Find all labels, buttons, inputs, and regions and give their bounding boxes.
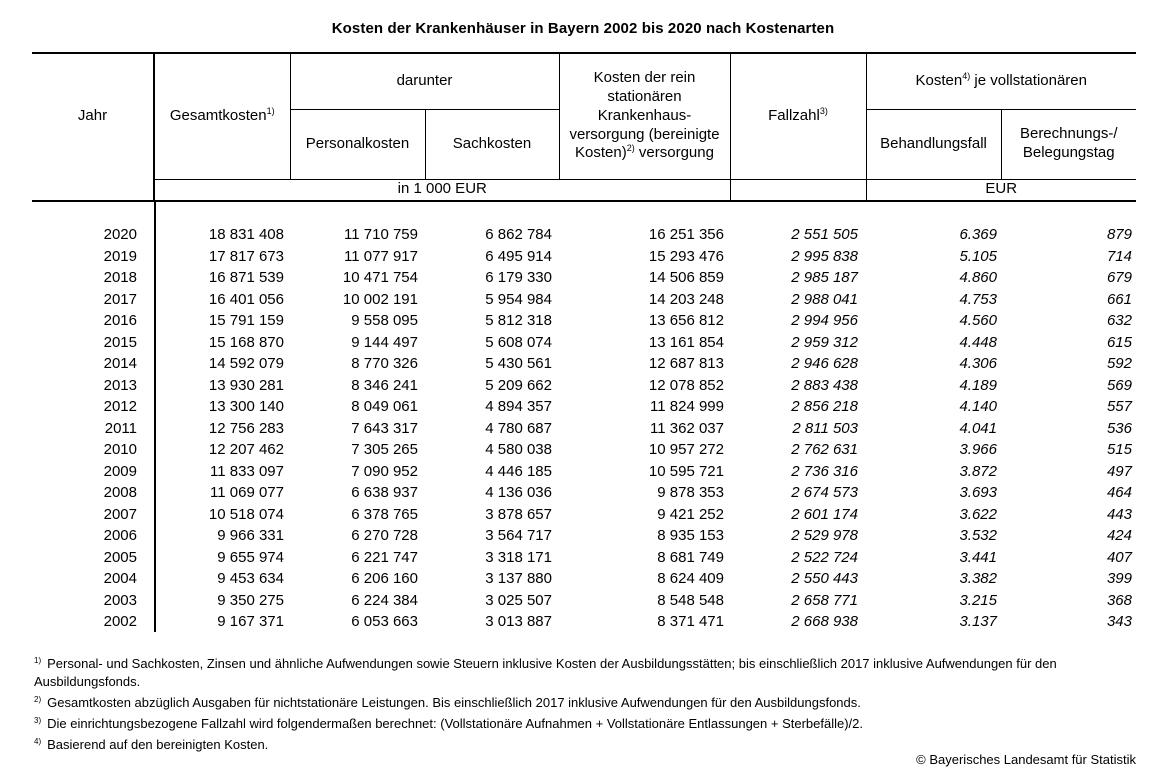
table-row: [32, 353, 1136, 375]
cell-bereinigt: 8 624 409: [657, 570, 724, 587]
cell-tag: 497: [1106, 462, 1132, 480]
cell-jahr: 2008: [103, 484, 137, 501]
cell-tag: 569: [1106, 376, 1132, 394]
cell-tag: 879: [1106, 226, 1132, 243]
cell-bereinigt: 12 687 813: [648, 355, 724, 372]
cell-tag: 557: [1106, 398, 1132, 415]
cell-jahr: 2019: [103, 247, 137, 265]
footnote-mark: 1): [34, 656, 42, 665]
unit-eur-thousand: in 1 000 EUR: [154, 179, 730, 201]
cell-behandlung: 4.753: [959, 290, 997, 308]
table-row: [32, 482, 1136, 504]
unit-eur: EUR: [866, 179, 1136, 201]
cell-tag: 464: [1106, 484, 1132, 501]
cell-jahr: 2009: [103, 462, 137, 480]
table-body: [32, 224, 1136, 633]
cell-tag: 399: [1106, 570, 1132, 587]
cell-tag: 407: [1106, 548, 1132, 566]
cell-behandlung: 3.966: [959, 441, 997, 458]
cell-bereinigt: 8 681 749: [657, 548, 724, 566]
cell-personal: 9 144 497: [351, 333, 418, 351]
cell-fallzahl: 2 988 041: [791, 290, 858, 308]
cell-fallzahl: 2 883 438: [791, 376, 858, 394]
cell-fallzahl: 2 529 978: [791, 527, 858, 544]
cell-gesamt: 14 592 079: [208, 355, 284, 372]
cell-jahr: 2002: [103, 613, 137, 630]
table-row: [32, 568, 1136, 590]
cell-behandlung: 5.105: [959, 247, 997, 265]
cell-behandlung: 4.189: [959, 376, 997, 394]
cell-gesamt: 13 300 140: [208, 398, 284, 415]
header-fallzahl: Fallzahl$^{3)}$: [730, 53, 866, 179]
cell-sach: 6 495 914: [485, 247, 552, 265]
cell-sach: 5 812 318: [485, 312, 552, 329]
header-kosten-je: Kosten$^{4)}$ je vollstationären: [866, 53, 1136, 109]
cell-jahr: 2011: [104, 419, 137, 437]
cell-bereinigt: 16 251 356: [648, 226, 724, 243]
cell-sach: 5 608 074: [485, 333, 552, 351]
cell-bereinigt: 8 935 153: [657, 527, 724, 544]
cell-gesamt: 9 453 634: [217, 570, 284, 587]
cell-jahr: 2004: [103, 570, 137, 587]
cell-bereinigt: 10 595 721: [648, 462, 724, 480]
footnote: [34, 715, 1144, 733]
cell-jahr: 2005: [103, 548, 137, 566]
cell-gesamt: 15 168 870: [208, 333, 284, 351]
cell-behandlung: 3.872: [959, 462, 997, 480]
cell-personal: 7 305 265: [351, 441, 418, 458]
cell-bereinigt: 13 656 812: [648, 312, 724, 329]
cell-sach: 3 318 171: [485, 548, 552, 566]
cell-gesamt: 12 207 462: [208, 441, 284, 458]
cell-fallzahl: 2 946 628: [791, 355, 858, 372]
cell-tag: 661: [1106, 290, 1132, 308]
cell-fallzahl: 2 674 573: [791, 484, 858, 501]
cell-sach: 4 580 038: [485, 441, 552, 458]
table-row: [32, 267, 1136, 289]
cell-behandlung: 6.369: [959, 226, 997, 243]
table-header: [32, 52, 1136, 202]
table-row: [32, 504, 1136, 526]
cell-gesamt: 16 401 056: [208, 290, 284, 308]
cell-sach: 3 025 507: [485, 591, 552, 609]
cell-fallzahl: 2 811 503: [792, 419, 858, 437]
cell-gesamt: 12 756 283: [208, 419, 284, 437]
cell-personal: 8 346 241: [351, 376, 418, 394]
cell-behandlung: 4.448: [959, 333, 997, 351]
table-row: [32, 611, 1136, 633]
table-row: [32, 224, 1136, 246]
table-row: [32, 418, 1136, 440]
cell-tag: 424: [1106, 527, 1132, 544]
cell-jahr: 2015: [103, 333, 137, 351]
cell-bereinigt: 14 506 859: [648, 269, 724, 286]
cell-behandlung: 4.140: [959, 398, 997, 415]
cell-fallzahl: 2 658 771: [791, 591, 858, 609]
table-row: [32, 375, 1136, 397]
copyright: © Bayerisches Landesamt für Statistik: [916, 752, 1136, 767]
cell-sach: 4 780 687: [485, 419, 552, 437]
cell-personal: 8 049 061: [351, 398, 418, 415]
cell-sach: 5 954 984: [485, 290, 552, 308]
header-behandlungsfall: Behandlungsfall: [866, 109, 1001, 179]
cell-sach: 3 878 657: [485, 505, 552, 523]
header-personalkosten: Personalkosten: [290, 109, 425, 179]
cell-personal: 8 770 326: [351, 355, 418, 372]
cell-personal: 6 206 160: [351, 570, 418, 587]
cell-behandlung: 3.215: [959, 591, 997, 609]
cell-gesamt: 9 655 974: [217, 548, 284, 566]
table-row: [32, 590, 1136, 612]
footnote-mark: 3): [34, 716, 42, 725]
cell-bereinigt: 12 078 852: [648, 376, 724, 394]
cell-jahr: 2017: [103, 290, 137, 308]
table-row: [32, 246, 1136, 268]
cell-fallzahl: 2 550 443: [791, 570, 858, 587]
cell-jahr: 2006: [103, 527, 137, 544]
cell-behandlung: 3.622: [959, 505, 997, 523]
cell-sach: 3 564 717: [485, 527, 552, 544]
cell-jahr: 2014: [103, 355, 137, 372]
footnote-mark: 4): [34, 737, 42, 746]
cell-behandlung: 3.137: [959, 613, 997, 630]
cell-bereinigt: 15 293 476: [648, 247, 724, 265]
footnote: [34, 694, 1144, 712]
cell-behandlung: 4.306: [959, 355, 997, 372]
cell-behandlung: 3.693: [959, 484, 997, 501]
table-row: [32, 461, 1136, 483]
cell-bereinigt: 14 203 248: [648, 290, 724, 308]
cell-tag: 632: [1106, 312, 1132, 329]
footnotes: [34, 655, 1144, 757]
cell-tag: 592: [1106, 355, 1132, 372]
cell-bereinigt: 11 362 037: [650, 419, 724, 437]
cell-fallzahl: 2 959 312: [791, 333, 858, 351]
cell-behandlung: 3.441: [959, 548, 997, 566]
cell-personal: 11 077 917: [344, 247, 418, 265]
cell-behandlung: 3.532: [959, 527, 997, 544]
cell-bereinigt: 8 548 548: [657, 591, 724, 609]
table-row: [32, 439, 1136, 461]
cell-gesamt: 9 167 371: [217, 613, 284, 630]
cell-gesamt: 10 518 074: [208, 505, 284, 523]
table-row: [32, 289, 1136, 311]
cell-personal: 6 053 663: [351, 613, 418, 630]
footnote-text: Gesamtkosten abzüglich Ausgaben für nichtstationäre Leistungen. Bis einschließlich 2017 inklusive Aufwendungen für den Ausbildungsfonds.: [47, 695, 861, 710]
cell-fallzahl: 2 601 174: [791, 505, 858, 523]
cell-personal: 7 643 317: [351, 419, 418, 437]
table-row: [32, 310, 1136, 332]
cell-behandlung: 4.860: [959, 269, 997, 286]
cell-jahr: 2020: [103, 226, 137, 243]
cell-fallzahl: 2 551 505: [791, 226, 858, 243]
cell-tag: 515: [1106, 441, 1132, 458]
cell-gesamt: 11 833 097: [210, 462, 284, 480]
cell-sach: 3 137 880: [485, 570, 552, 587]
cell-sach: 5 430 561: [485, 355, 552, 372]
cell-sach: 6 179 330: [485, 269, 552, 286]
cell-gesamt: 9 350 275: [217, 591, 284, 609]
header-gesamtkosten: Gesamtkosten$^{1)}$: [154, 53, 290, 179]
table-row: [32, 525, 1136, 547]
cell-bereinigt: 10 957 272: [648, 441, 724, 458]
cell-sach: 4 446 185: [485, 462, 552, 480]
cell-tag: 679: [1106, 269, 1132, 286]
cell-personal: 9 558 095: [351, 312, 418, 329]
table-row: [32, 332, 1136, 354]
cell-personal: 10 002 191: [342, 290, 418, 308]
cell-gesamt: 13 930 281: [208, 376, 284, 394]
cell-tag: 615: [1106, 333, 1132, 351]
cell-personal: 6 270 728: [351, 527, 418, 544]
cell-gesamt: 18 831 408: [208, 226, 284, 243]
cell-tag: 443: [1106, 505, 1132, 523]
cell-bereinigt: 11 824 999: [650, 398, 724, 415]
cell-sach: 4 894 357: [485, 398, 552, 415]
cell-jahr: 2012: [103, 398, 137, 415]
cell-fallzahl: 2 994 956: [791, 312, 858, 329]
cell-behandlung: 4.041: [959, 419, 997, 437]
cell-tag: 536: [1106, 419, 1132, 437]
cell-fallzahl: 2 856 218: [791, 398, 858, 415]
cell-personal: 6 378 765: [351, 505, 418, 523]
header-darunter: darunter: [290, 53, 559, 109]
cell-personal: 6 224 384: [351, 591, 418, 609]
cell-gesamt: 11 069 077: [210, 484, 284, 501]
cell-fallzahl: 2 995 838: [791, 247, 858, 265]
table-row: [32, 547, 1136, 569]
cell-jahr: 2010: [103, 441, 137, 458]
cell-gesamt: 9 966 331: [217, 527, 284, 544]
footnote-text: Personal- und Sachkosten, Zinsen und ähnliche Aufwendungen sowie Steuern inklusive Kosten der Ausbildungsstätten; bis einschließlich 2017 inklusive Aufwendungen für den Ausbildungsfonds.: [34, 656, 1057, 689]
cell-fallzahl: 2 985 187: [791, 269, 858, 286]
cell-bereinigt: 8 371 471: [657, 613, 724, 630]
footnote-mark: 2): [34, 695, 42, 704]
cell-jahr: 2003: [103, 591, 137, 609]
header-berechnungstag: Berechnungs-/ Belegungstag: [1001, 109, 1136, 179]
cell-bereinigt: 13 161 854: [648, 333, 724, 351]
cell-personal: 11 710 759: [344, 226, 418, 243]
header-jahr: Jahr: [32, 53, 154, 179]
header-sachkosten: Sachkosten: [425, 109, 559, 179]
cell-fallzahl: 2 762 631: [791, 441, 858, 458]
table-row: [32, 396, 1136, 418]
cell-bereinigt: 9 878 353: [657, 484, 724, 501]
cell-jahr: 2018: [103, 269, 137, 286]
cell-fallzahl: 2 522 724: [791, 548, 858, 566]
cell-sach: 5 209 662: [485, 376, 552, 394]
cell-bereinigt: 9 421 252: [657, 505, 724, 523]
cell-sach: 3 013 887: [485, 613, 552, 630]
cell-jahr: 2013: [103, 376, 137, 394]
cell-fallzahl: 2 668 938: [791, 613, 858, 630]
cell-jahr: 2007: [103, 505, 137, 523]
footnote-text: Die einrichtungsbezogene Fallzahl wird folgendermaßen berechnet: (Vollstationäre Aufnahmen + Vollstationäre Entlassungen + Sterbefälle)/2.: [47, 716, 864, 731]
cell-gesamt: 16 871 539: [208, 269, 284, 286]
cell-fallzahl: 2 736 316: [791, 462, 858, 480]
cell-personal: 6 221 747: [351, 548, 418, 566]
header-bereinigte-kosten: Kosten der rein stationären Krankenhaus-versorgung (bereinigte Kosten)$^{2)}$ versorgung: [559, 53, 730, 179]
cell-behandlung: 3.382: [959, 570, 997, 587]
page-title: Kosten der Krankenhäuser in Bayern 2002 bis 2020 nach Kostenarten: [331, 20, 835, 37]
cell-gesamt: 15 791 159: [208, 312, 284, 329]
cell-personal: 6 638 937: [351, 484, 418, 501]
cell-personal: 7 090 952: [351, 462, 418, 480]
cell-behandlung: 4.560: [959, 312, 997, 329]
cell-gesamt: 17 817 673: [208, 247, 284, 265]
footnote: [34, 655, 1144, 691]
cell-tag: 343: [1106, 613, 1132, 630]
cell-tag: 368: [1106, 591, 1132, 609]
cell-jahr: 2016: [103, 312, 137, 329]
footnote-text: Basierend auf den bereinigten Kosten.: [47, 737, 269, 752]
cell-sach: 4 136 036: [485, 484, 552, 501]
cell-personal: 10 471 754: [342, 269, 418, 286]
cell-tag: 714: [1106, 247, 1132, 265]
cell-sach: 6 862 784: [485, 226, 552, 243]
